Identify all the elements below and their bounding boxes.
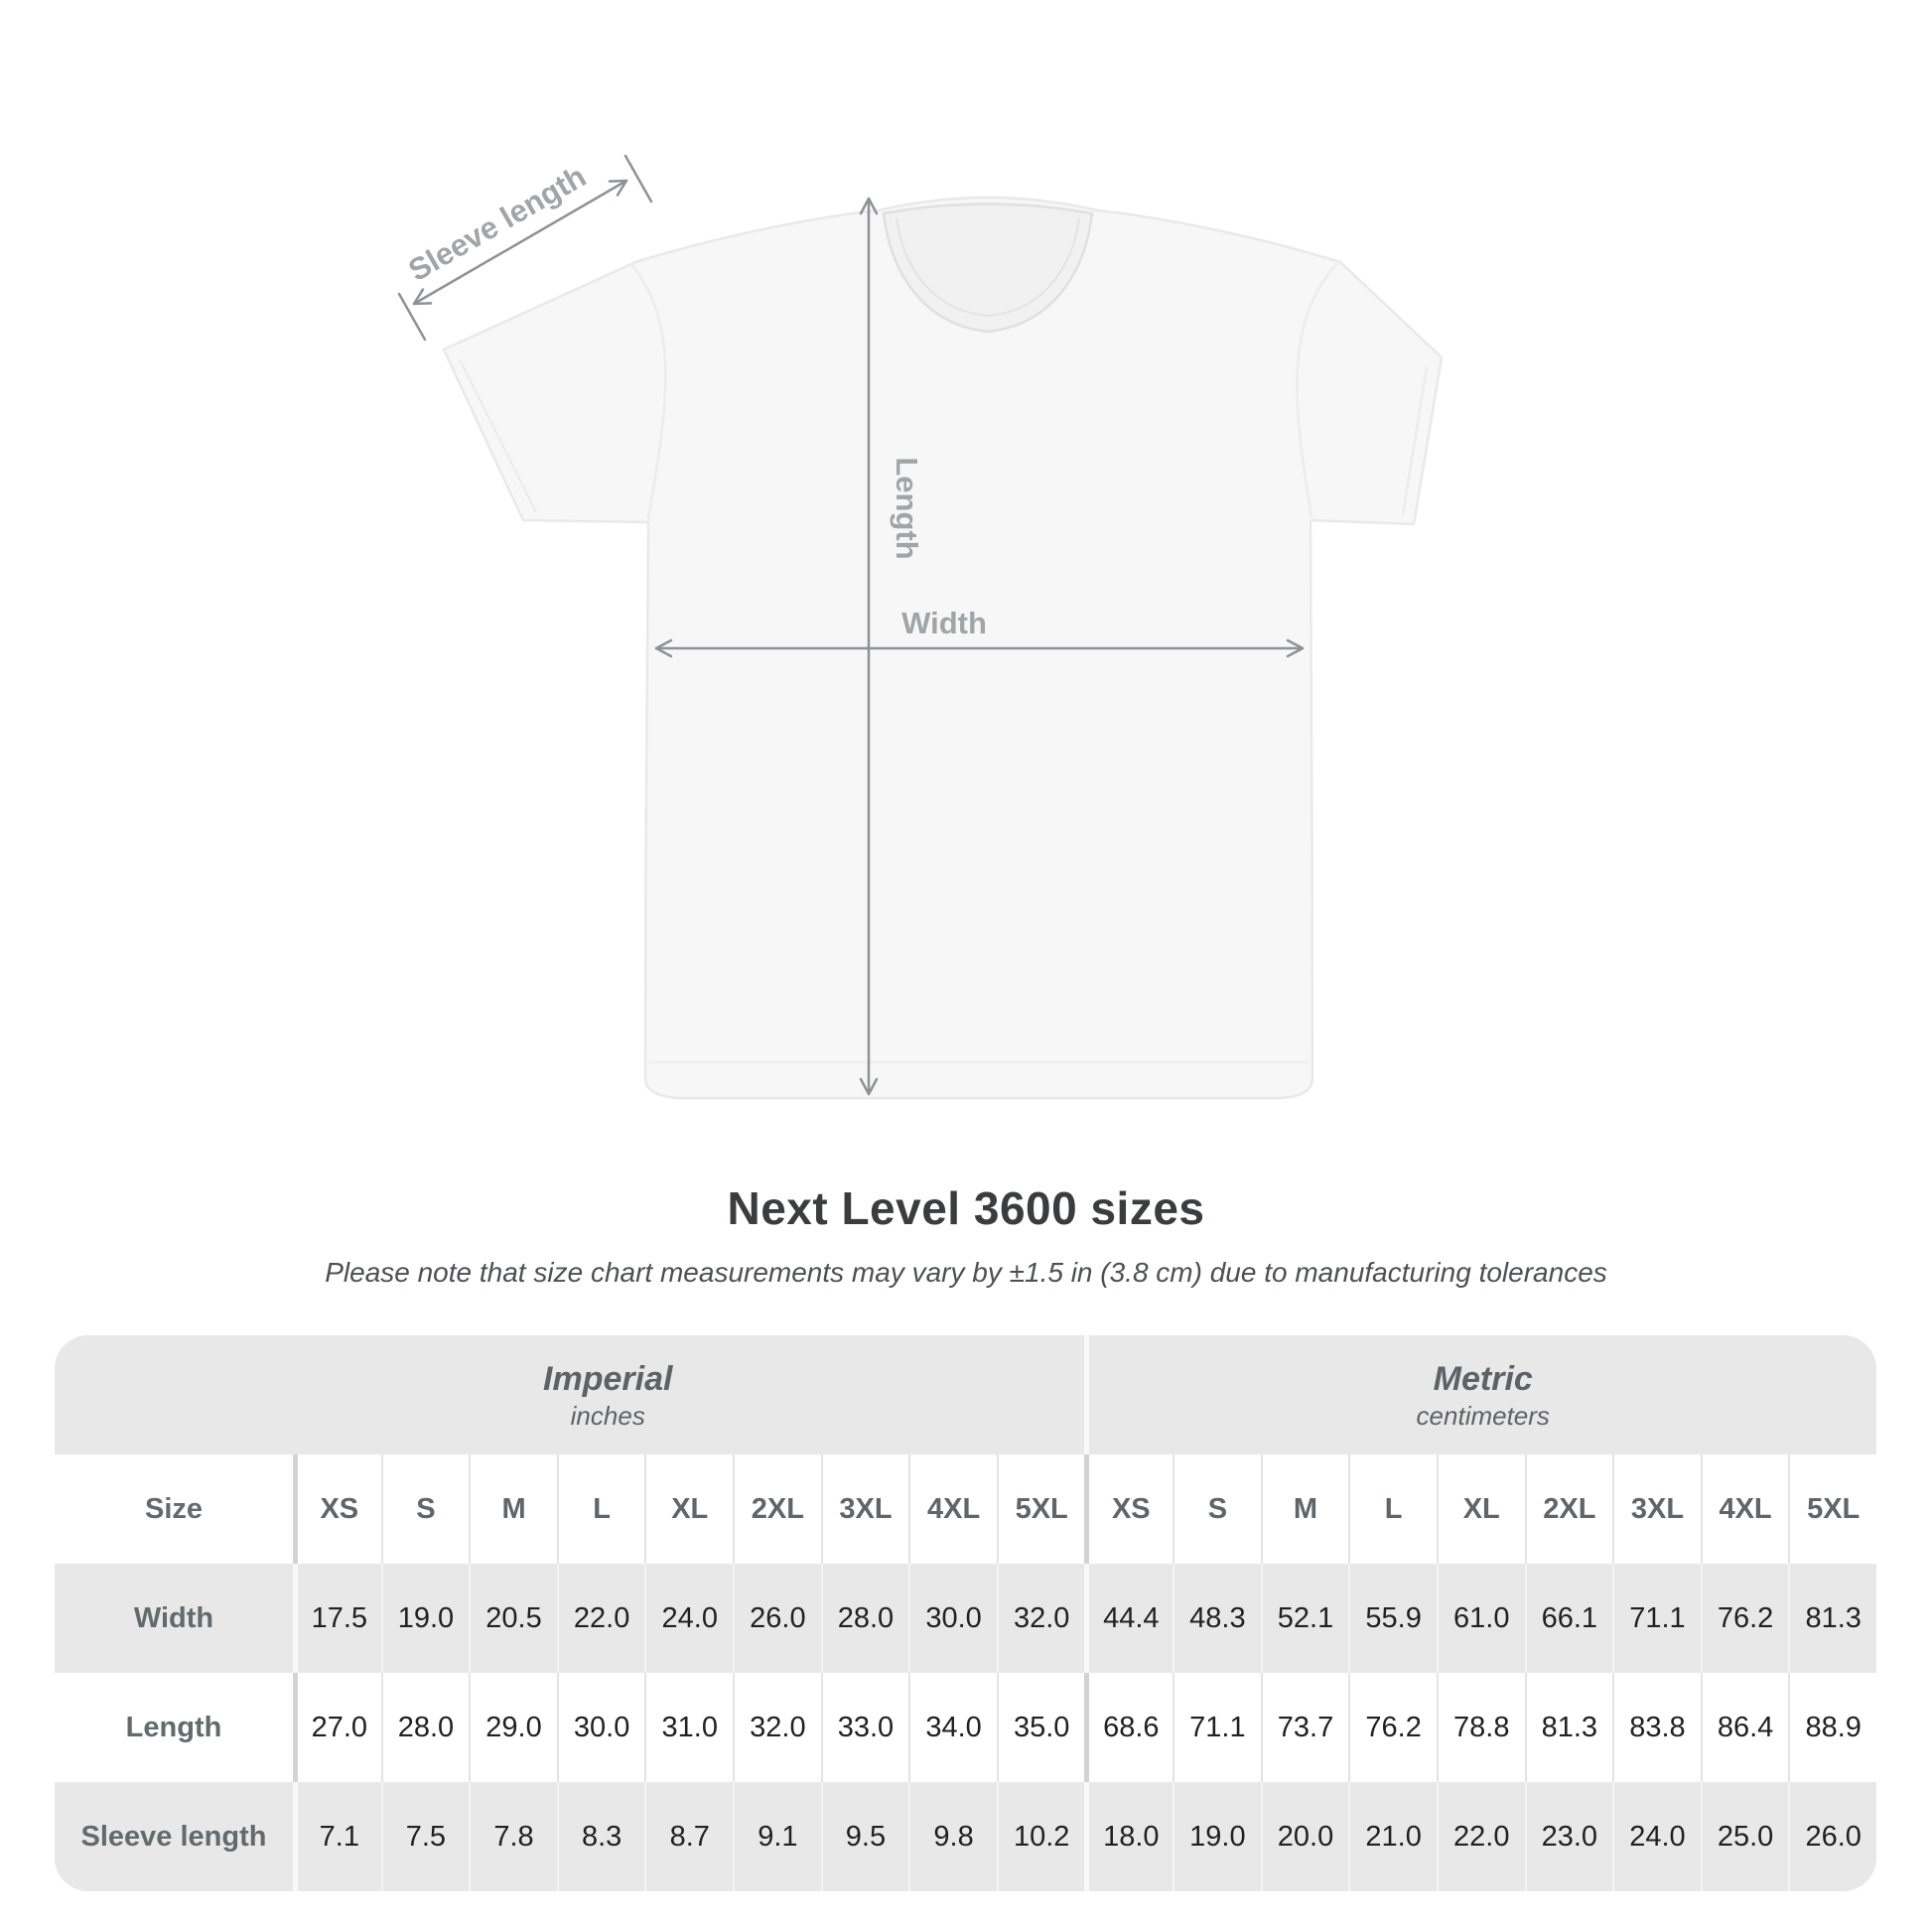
table-cell: 29.0 [469,1673,557,1782]
table-cell: 23.0 [1525,1782,1613,1891]
size-header-cell: S [1173,1454,1261,1564]
imperial-section-unit: inches [570,1400,645,1431]
size-header-cell: 5XL [997,1454,1085,1564]
sleeve-length-label: Sleeve length [402,158,593,289]
table-cell: 76.2 [1348,1673,1437,1782]
imperial-section-title: Imperial [543,1360,673,1399]
size-header-cell: 2XL [733,1454,821,1564]
size-header-cell: M [469,1454,557,1564]
metric-section-header [1084,1335,1876,1454]
table-cell: 7.5 [381,1782,470,1891]
size-table [55,1335,1876,1891]
table-cell: 24.0 [644,1564,733,1673]
table-cell: 9.1 [733,1782,821,1891]
table-cell: 7.1 [293,1782,381,1891]
row-label: Length [125,1711,222,1743]
table-cell: 78.8 [1437,1673,1525,1782]
size-header-row [55,1454,1876,1564]
size-header-cell: L [1348,1454,1437,1564]
table-cell: 17.5 [293,1564,381,1673]
table-cell: 32.0 [997,1564,1085,1673]
table-cell: 26.0 [733,1564,821,1673]
table-cell: 83.8 [1612,1673,1701,1782]
size-header-cell: XS [293,1454,381,1564]
table-cell: 7.8 [469,1782,557,1891]
table-cell: 52.1 [1261,1564,1349,1673]
table-cell: 9.5 [821,1782,909,1891]
table-cell: 71.1 [1612,1564,1701,1673]
size-header-cell: 4XL [908,1454,997,1564]
width-row [55,1564,1876,1673]
width-label: Width [901,606,987,640]
table-cell: 30.0 [557,1673,645,1782]
table-cell: 19.0 [1173,1782,1261,1891]
table-cell: 61.0 [1437,1564,1525,1673]
size-header-cell: XL [644,1454,733,1564]
size-header-cell: 3XL [1612,1454,1701,1564]
table-cell: 20.5 [469,1564,557,1673]
tolerance-note: Please note that size chart measurements may vary by ±1.5 in (3.8 cm) due to manufacturing tolerances [325,1257,1607,1288]
length-label: Length [890,457,924,560]
unit-header-row [55,1335,1876,1454]
table-cell: 81.3 [1788,1564,1876,1673]
table-cell: 34.0 [908,1673,997,1782]
table-cell: 55.9 [1348,1564,1437,1673]
table-cell: 24.0 [1612,1782,1701,1891]
table-cell: 44.4 [1084,1564,1173,1673]
table-cell: 21.0 [1348,1782,1437,1891]
table-cell: 20.0 [1261,1782,1349,1891]
table-cell: 81.3 [1525,1673,1613,1782]
table-cell: 28.0 [821,1564,909,1673]
size-header-cell: S [381,1454,470,1564]
row-label: Width [133,1601,214,1634]
sleeve-length-row [55,1782,1876,1891]
size-header-cell: 5XL [1788,1454,1876,1564]
table-cell: 76.2 [1701,1564,1789,1673]
table-cell: 8.3 [557,1782,645,1891]
size-header-cell: 4XL [1701,1454,1789,1564]
table-cell: 48.3 [1173,1564,1261,1673]
table-cell: 10.2 [997,1782,1085,1891]
row-label: Sleeve length [80,1820,267,1853]
table-cell: 18.0 [1084,1782,1173,1891]
metric-section-title: Metric [1433,1360,1533,1399]
table-cell: 88.9 [1788,1673,1876,1782]
table-cell: 86.4 [1701,1673,1789,1782]
table-cell: 9.8 [908,1782,997,1891]
table-cell: 22.0 [1437,1782,1525,1891]
size-header-cell: XS [1084,1454,1173,1564]
table-cell: 31.0 [644,1673,733,1782]
size-table-container [55,1335,1876,1891]
table-cell: 25.0 [1701,1782,1789,1891]
table-cell: 71.1 [1173,1673,1261,1782]
size-header-cell: L [557,1454,645,1564]
imperial-section-header [55,1335,1084,1454]
table-cell: 73.7 [1261,1673,1349,1782]
table-cell: 30.0 [908,1564,997,1673]
table-cell: 66.1 [1525,1564,1613,1673]
size-corner-label: Size [144,1492,204,1525]
page-title: Next Level 3600 sizes [727,1182,1205,1234]
table-cell: 22.0 [557,1564,645,1673]
size-header-cell: 2XL [1525,1454,1613,1564]
size-header-cell: M [1261,1454,1349,1564]
table-cell: 28.0 [381,1673,470,1782]
sleeve-length-tick-top [625,156,651,202]
length-row [55,1673,1876,1782]
table-cell: 8.7 [644,1782,733,1891]
size-header-cell: XL [1437,1454,1525,1564]
table-cell: 32.0 [733,1673,821,1782]
table-cell: 26.0 [1788,1782,1876,1891]
table-cell: 35.0 [997,1673,1085,1782]
table-cell: 27.0 [293,1673,381,1782]
table-cell: 19.0 [381,1564,470,1673]
table-cell: 33.0 [821,1673,909,1782]
size-header-cell: 3XL [821,1454,909,1564]
table-cell: 68.6 [1084,1673,1173,1782]
metric-section-unit: centimeters [1416,1400,1550,1431]
